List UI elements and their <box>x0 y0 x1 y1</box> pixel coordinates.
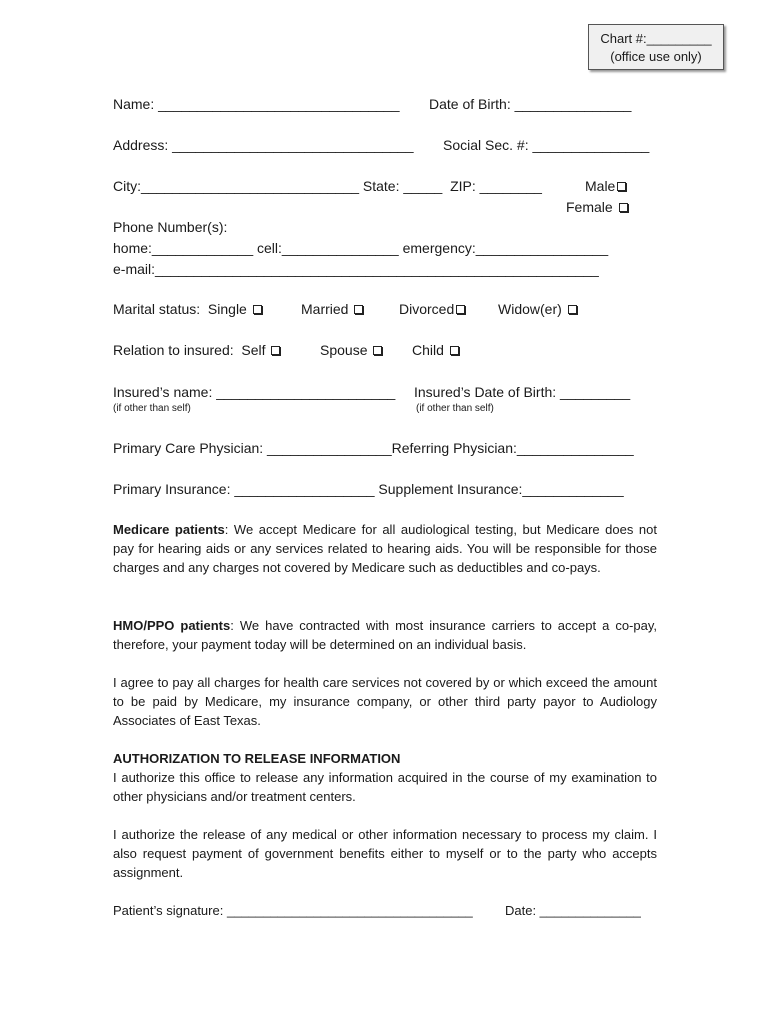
relation-label: Relation to insured: Self <box>113 342 270 358</box>
divorced-label: Divorced <box>399 301 455 317</box>
female-label: Female <box>566 199 617 215</box>
female-option[interactable] <box>566 198 628 216</box>
authorization-heading: AUTHORIZATION TO RELEASE INFORMATION <box>113 751 401 766</box>
hmo-paragraph <box>113 616 657 654</box>
child-label: Child <box>412 342 448 358</box>
address-field[interactable]: Address: _______________________________ <box>113 137 422 153</box>
insurance-field[interactable]: Primary Insurance: __________________ Supplement Insurance:_____________ <box>113 481 624 497</box>
name-field[interactable]: Name: _______________________________ <box>113 96 408 112</box>
child-checkbox[interactable] <box>450 346 459 355</box>
widow-label: Widow(er) <box>498 301 566 317</box>
release-paragraph: I authorize the release of any medical or other information necessary to process my claim. I also request payment of government benefits either to myself or to the party who accepts assignment. <box>113 827 657 880</box>
spouse-checkbox[interactable] <box>373 346 382 355</box>
relation-child-option[interactable] <box>412 341 459 359</box>
insured-dob-note: (if other than self) <box>416 403 494 414</box>
signature-field[interactable]: Patient’s signature: __________________________________ <box>113 903 473 918</box>
hmo-heading: HMO/PPO patients <box>113 618 231 633</box>
insured-dob-field[interactable]: Insured’s Date of Birth: _________ <box>414 384 631 400</box>
male-option[interactable] <box>585 177 626 195</box>
married-checkbox[interactable] <box>354 305 363 314</box>
single-checkbox[interactable] <box>253 305 262 314</box>
agreement-paragraph: I agree to pay all charges for health care services not covered by or which exceed the amount to be paid by Medicare, my insurance company, or other third party payor to Audiology Associates of East Texas. <box>113 675 657 728</box>
self-checkbox[interactable] <box>271 346 280 355</box>
hmo-text: : We have contracted with most insurance carriers to accept a co-pay, therefore, your payment today will be determined on an individual basis. <box>113 618 657 652</box>
office-use-box <box>588 24 724 70</box>
phone-heading: Phone Number(s): <box>113 219 228 235</box>
phone-numbers-field[interactable]: home:_____________ cell:_______________ emergency:_________________ <box>113 240 609 256</box>
physician-field[interactable]: Primary Care Physician: ________________Referring Physician:_______________ <box>113 440 634 456</box>
divorced-checkbox[interactable] <box>456 305 465 314</box>
spouse-label: Spouse <box>320 342 372 358</box>
marital-single-option[interactable] <box>113 300 262 318</box>
signature-date-field[interactable]: Date: ______________ <box>505 903 641 918</box>
medicare-text: : We accept Medicare for all audiological testing, but Medicare does not pay for hearing aids or any services related to hearing aids. You will be responsible for those charges and any charges not covered by Medicare such as deductibles and co-pays. <box>113 522 657 575</box>
city-state-zip-field[interactable]: City:____________________________ State: _____ ZIP: ________ <box>113 178 542 194</box>
marital-widow-option[interactable] <box>498 300 577 318</box>
female-checkbox[interactable] <box>619 203 628 212</box>
male-label: Male <box>585 178 616 194</box>
relation-self-option[interactable] <box>113 341 280 359</box>
chart-number-field[interactable]: Chart #:_________ <box>600 31 712 46</box>
email-field[interactable]: e-mail:_________________________________________________________ <box>113 261 599 277</box>
male-checkbox[interactable] <box>617 182 626 191</box>
relation-spouse-option[interactable] <box>320 341 382 359</box>
marital-married-option[interactable] <box>301 300 363 318</box>
dob-field[interactable]: Date of Birth: _______________ <box>429 96 632 112</box>
office-use-note: (office use only) <box>610 49 702 64</box>
medicare-heading: Medicare patients <box>113 522 225 537</box>
marital-divorced-option[interactable] <box>399 300 465 318</box>
medicare-paragraph <box>113 520 657 577</box>
insured-name-note: (if other than self) <box>113 403 191 414</box>
marital-status-label: Marital status: Single <box>113 301 251 317</box>
ssn-field[interactable]: Social Sec. #: _______________ <box>443 137 650 153</box>
widow-checkbox[interactable] <box>568 305 577 314</box>
insured-name-field[interactable]: Insured’s name: _______________________ <box>113 384 400 400</box>
authorization-text: I authorize this office to release any information acquired in the course of my examination to other physicians and/or treatment centers. <box>113 770 657 804</box>
married-label: Married <box>301 301 353 317</box>
authorization-paragraph <box>113 749 657 806</box>
